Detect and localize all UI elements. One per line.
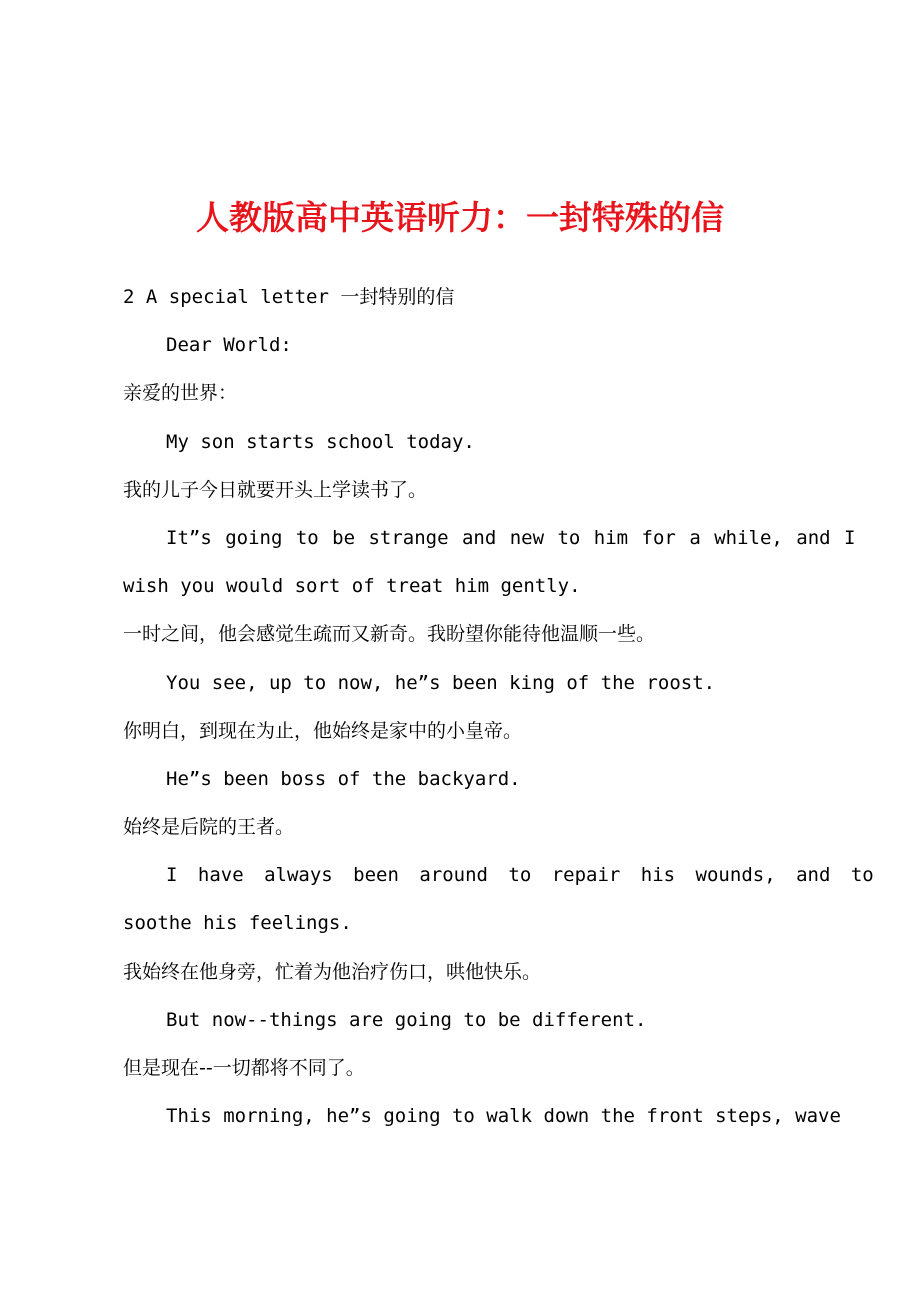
text-line-heading: 2 A special letter 一封特别的信 <box>123 286 455 308</box>
text-line-en: You see, up to now, he”s been king of the roost. <box>166 671 716 694</box>
text-line-zh: 我始终在他身旁，忙着为他治疗伤口，哄他快乐。 <box>123 960 542 983</box>
text-line-zh: 我的儿子今日就要开头上学读书了。 <box>123 478 428 501</box>
text-line-en: It”s going to be strange and new to him for a while, and I <box>166 526 856 549</box>
document-body <box>123 273 874 1140</box>
text-line-en: He”s been boss of the backyard. <box>166 767 521 790</box>
text-line-en: wish you would sort of treat him gently. <box>123 575 581 598</box>
text-line-en: Dear World: <box>166 334 292 357</box>
text-line-zh: 始终是后院的王者。 <box>123 816 295 839</box>
text-line-en: soothe his feelings. <box>123 912 352 935</box>
text-line-en: I have always been around to repair his wounds, and to <box>166 864 874 887</box>
text-line-zh: 你明白，到现在为止，他始终是家中的小皇帝。 <box>123 719 523 742</box>
text-line-zh: 但是现在--一切都将不同了。 <box>123 1057 365 1079</box>
text-line-zh: 亲爱的世界： <box>123 382 238 405</box>
document-title: 人教版高中英语听力：一封特殊的信 <box>196 198 724 237</box>
text-line-en: This morning, he”s going to walk down the front steps, wave <box>166 1105 841 1128</box>
text-line-en: My son starts school today. <box>166 430 475 453</box>
text-line-en: But now--things are going to be different. <box>166 1008 647 1031</box>
text-line-zh: 一时之间，他会感觉生疏而又新奇。我盼望你能待他温顺一些。 <box>123 623 656 646</box>
